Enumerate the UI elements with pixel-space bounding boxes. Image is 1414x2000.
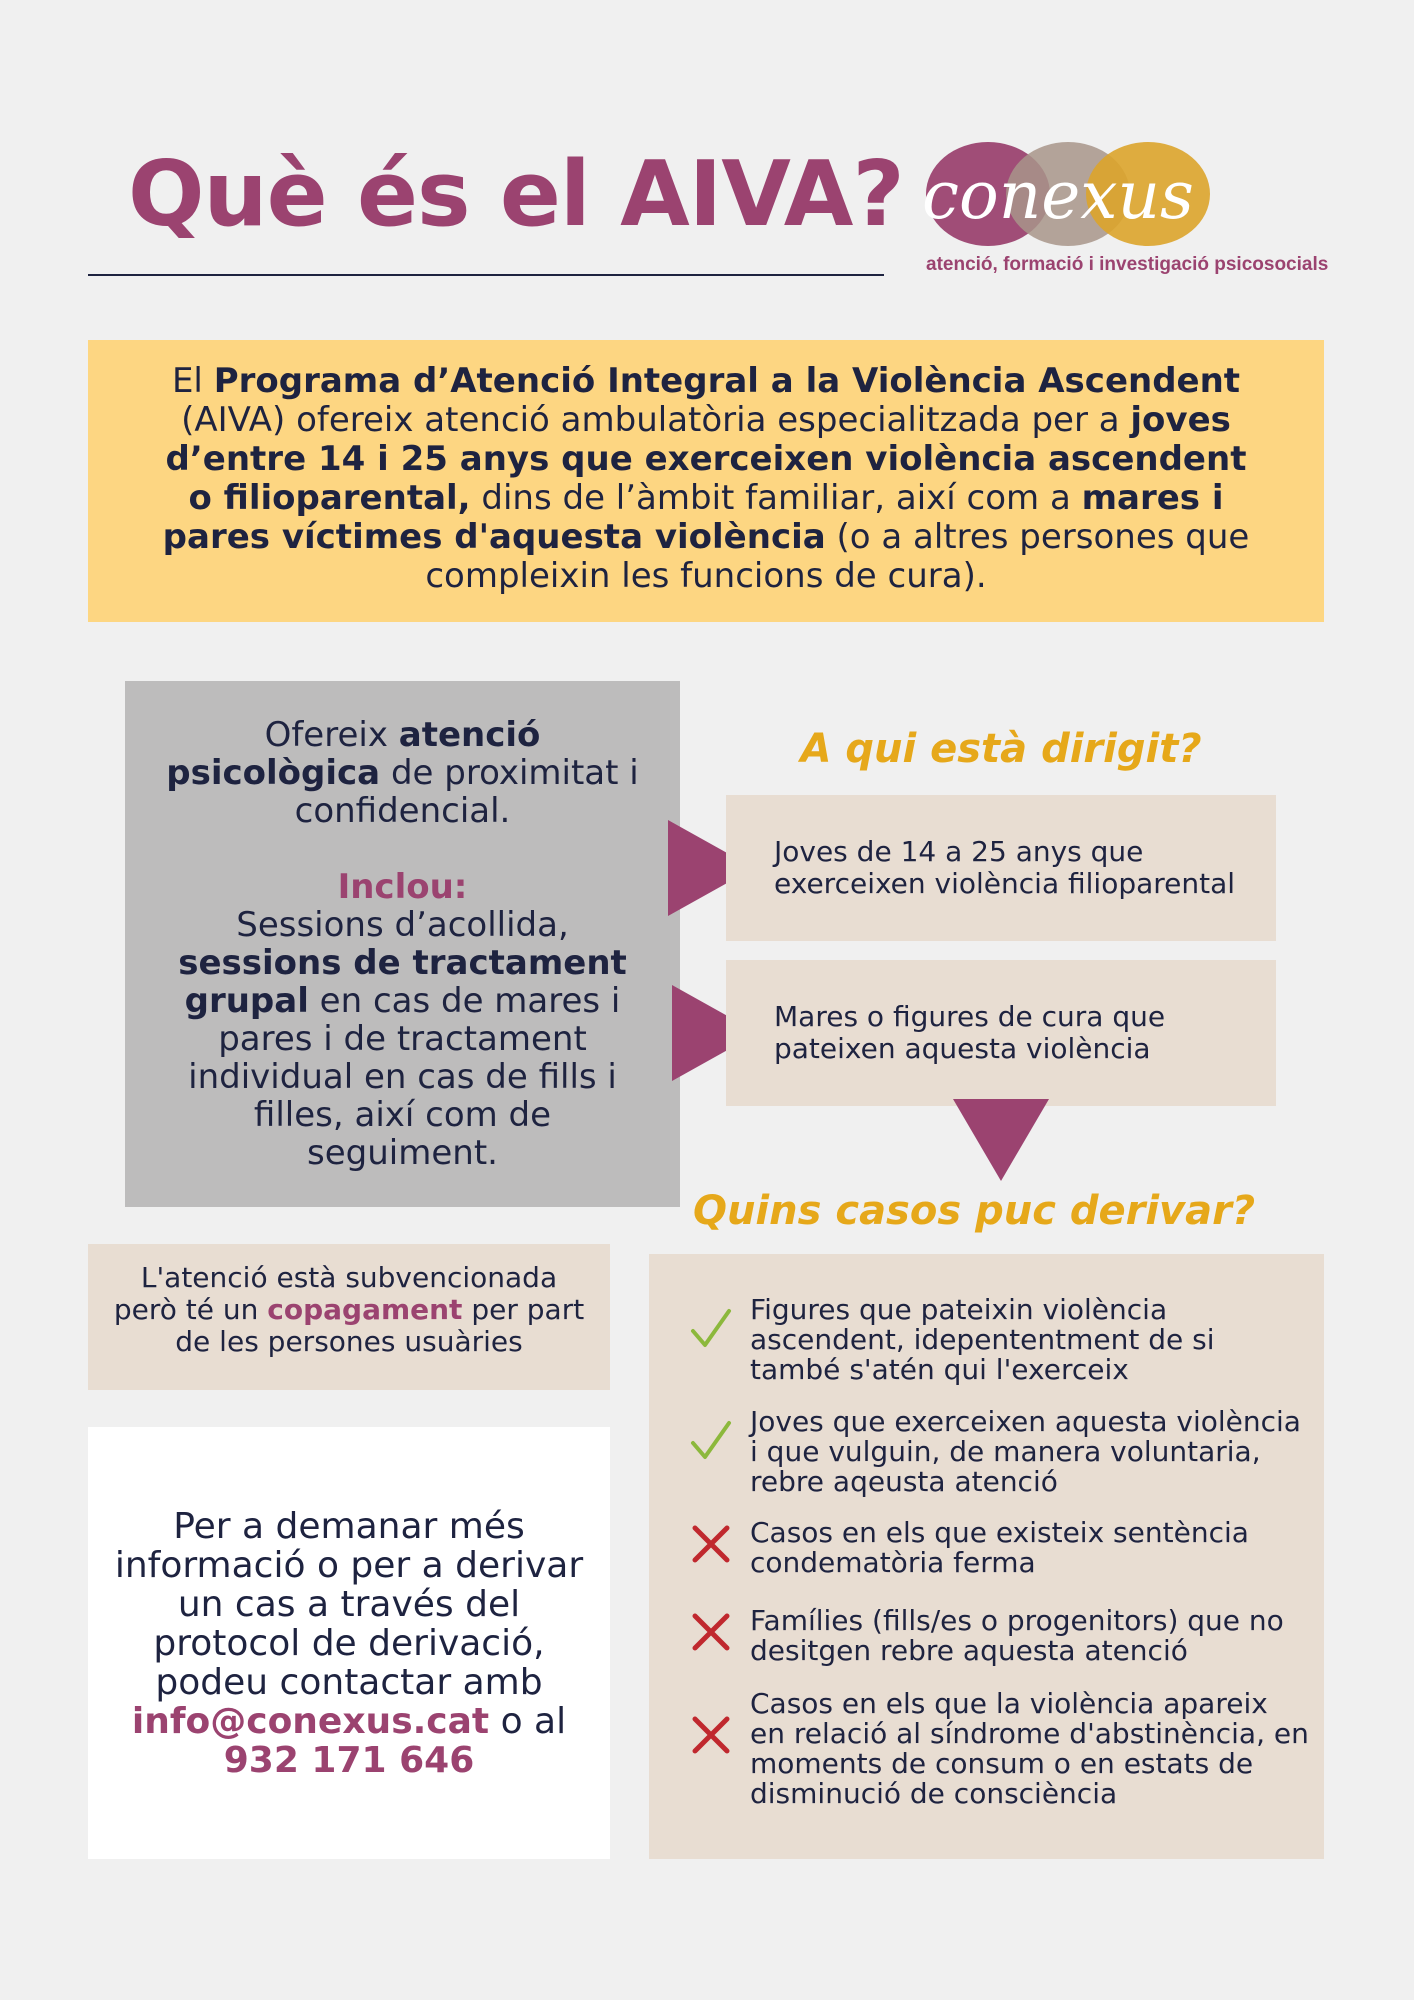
- case-text: Figures que pateixin violència ascendent, idepententment de si també s'atén qui l'exerceix: [750, 1293, 1215, 1386]
- cases-box: [649, 1254, 1324, 1859]
- cases-heading: Quins casos puc derivar?: [692, 1188, 1256, 1234]
- contact-text-1: Per a demanar més informació o per a derivar un cas a través del protocol de derivació, podeu contactar amb: [114, 1506, 584, 1703]
- target-heading: A qui està dirigit?: [800, 726, 1202, 772]
- intro-text-3: dins de l’àmbit familiar, així com a: [470, 478, 1082, 518]
- title-divider: [88, 274, 884, 276]
- check-icon: [689, 1307, 733, 1351]
- logo-tagline: atenció, formació i investigació psicosocials: [926, 254, 1329, 275]
- intro-youth-target: joves d’entre 14 i 25 anys que exerceixen violència ascendent o filioparental,: [165, 400, 1247, 518]
- case-text: Casos en els que existeix sentència condematòria ferma: [750, 1516, 1249, 1579]
- includes-text-2: en cas de mares i pares i de tractament individual en cas de fills i filles, així com de seguiment.: [188, 981, 621, 1173]
- cross-icon: [689, 1713, 733, 1757]
- copay-text-2: per part de les persones usuàries: [175, 1293, 585, 1358]
- intro-text-1: El: [171, 361, 214, 401]
- triangle-arrow-down-icon: [953, 1099, 1049, 1181]
- case-text: Joves que exerceixen aquesta violència i que vulguin, de manera voluntaria, rebre aqeusta atenció: [750, 1405, 1301, 1498]
- service-box: [125, 681, 680, 1207]
- service-description: [155, 716, 650, 830]
- cross-icon: [689, 1610, 733, 1654]
- page-title: Què és el AIVA?: [128, 142, 904, 247]
- intro-box: [88, 340, 1324, 622]
- includes-highlight: sessions de tractament grupal: [178, 943, 627, 1021]
- case-text: Famílies (fills/es o progenitors) que no desitgen rebre aquesta atenció: [750, 1604, 1284, 1667]
- contact-text-2: o al: [489, 1701, 567, 1742]
- contact-phone[interactable]: 932 171 646: [223, 1740, 475, 1781]
- service-highlight: atenció psicològica: [166, 715, 541, 793]
- target-item-parents: Mares o figures de cura que pateixen aquesta violència: [726, 960, 1276, 1106]
- includes-label: Inclou:: [337, 867, 468, 907]
- check-icon: [689, 1419, 733, 1463]
- intro-parent-target: mares i pares víctimes d'aquesta violència: [162, 478, 1224, 557]
- cross-icon: [689, 1522, 733, 1566]
- intro-text-2: (AIVA) ofereix atenció ambulatòria especialitzada per a: [181, 400, 1131, 440]
- intro-text-4: (o a altres persones que compleixin les funcions de cura).: [425, 517, 1250, 596]
- copay-highlight: copagament: [267, 1293, 463, 1326]
- target-item-youth: Joves de 14 a 25 anys que exerceixen violència filioparental: [726, 795, 1276, 941]
- contact-email-link[interactable]: info@conexus.cat: [131, 1701, 490, 1742]
- includes-text-1: Sessions d’acollida,: [236, 905, 569, 945]
- service-text-2: de proximitat i confidencial.: [294, 753, 639, 831]
- case-text: Casos en els que la violència apareix en relació al síndrome d'abstinència, en moments de consum o en estats de disminució de consciència: [750, 1687, 1309, 1810]
- conexus-logo: [920, 136, 1330, 286]
- logo-wordmark: conexus: [922, 157, 1194, 234]
- service-text-1: Ofereix: [264, 715, 399, 755]
- copayment-box: [88, 1244, 610, 1390]
- logo-circles-icon: [920, 136, 1330, 246]
- copay-text-1: L'atenció està subvencionada però té un: [113, 1261, 558, 1326]
- intro-program-name: Programa d’Atenció Integral a la Violència Ascendent: [213, 361, 1241, 401]
- contact-box: [88, 1427, 610, 1859]
- service-includes: [155, 906, 650, 1172]
